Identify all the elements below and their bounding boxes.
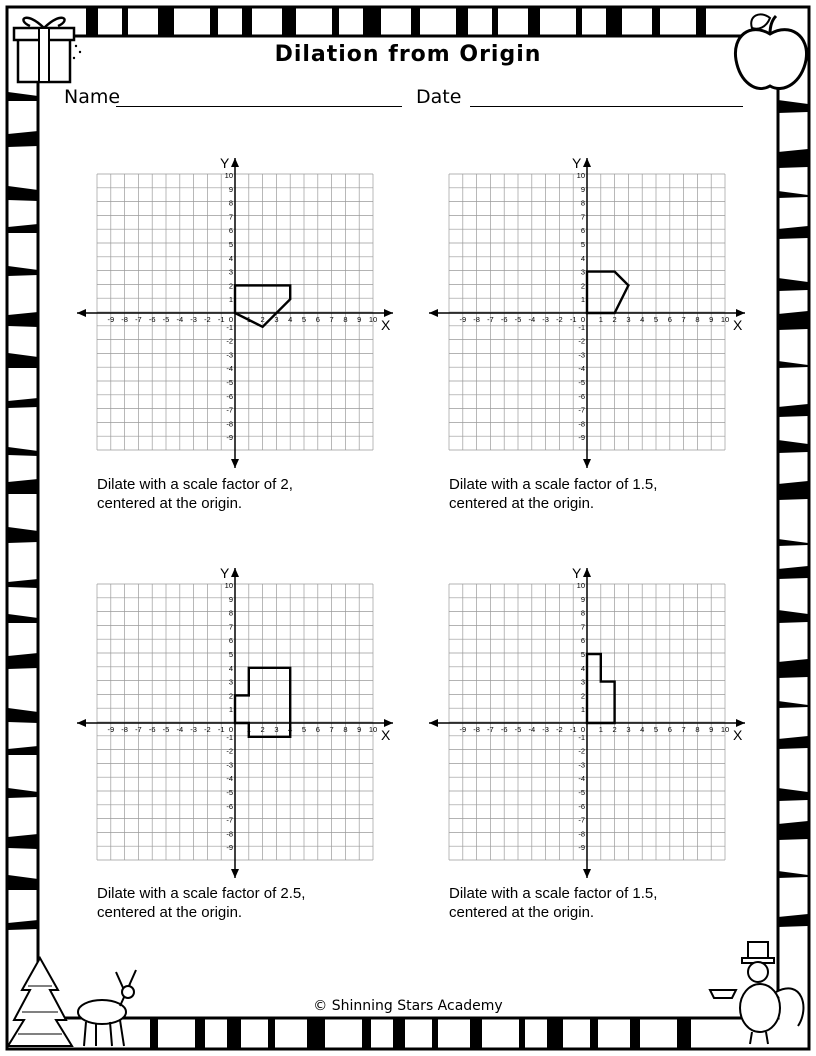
y-tick-label: 9 xyxy=(580,184,585,194)
x-tick-label: 7 xyxy=(681,725,686,734)
coordinate-grid-1 xyxy=(75,150,405,470)
x-axis-arrow-right xyxy=(384,309,393,317)
x-tick-label: -6 xyxy=(148,315,156,324)
x-tick-label: -4 xyxy=(528,725,536,734)
x-axis-label: X xyxy=(381,727,391,743)
x-tick-label: -6 xyxy=(500,315,508,324)
problem-3-instructions xyxy=(97,884,305,922)
x-tick-label: -2 xyxy=(204,725,211,734)
y-tick-label: 2 xyxy=(228,281,233,291)
y-tick-label: 5 xyxy=(580,240,585,249)
x-axis-arrow-right xyxy=(384,719,393,727)
y-tick-label: 2 xyxy=(580,691,585,701)
y-axis-arrow-up xyxy=(231,158,239,167)
x-tick-label: 5 xyxy=(301,725,307,734)
y-tick-label: -7 xyxy=(578,405,585,415)
x-tick-label: 10 xyxy=(368,725,378,734)
y-tick-label: 10 xyxy=(224,171,233,180)
name-label: Name xyxy=(64,86,121,108)
x-tick-label: -1 xyxy=(569,315,577,324)
x-axis-label: X xyxy=(733,317,743,333)
x-tick-label: -7 xyxy=(487,315,494,324)
x-tick-label: -9 xyxy=(459,725,467,734)
x-axis-arrow-left xyxy=(429,309,438,317)
coordinate-grid-4 xyxy=(427,560,757,880)
x-tick-label: 7 xyxy=(329,315,334,324)
y-tick-label: 7 xyxy=(580,622,585,632)
x-tick-label: -2 xyxy=(204,315,211,324)
y-tick-label: 3 xyxy=(228,267,233,277)
y-tick-label: 6 xyxy=(580,226,585,236)
y-tick-label: -7 xyxy=(578,815,585,825)
y-axis-arrow-down xyxy=(583,459,591,468)
x-tick-label: -8 xyxy=(121,725,128,734)
problem-4-instructions xyxy=(449,884,657,922)
x-tick-label: 9 xyxy=(357,315,362,324)
x-tick-label: -3 xyxy=(542,725,549,734)
y-tick-label: 9 xyxy=(228,184,233,194)
x-tick-label: -4 xyxy=(176,725,184,734)
x-tick-label: -3 xyxy=(542,315,549,324)
y-tick-label: 9 xyxy=(228,594,233,604)
y-axis-arrow-up xyxy=(231,568,239,577)
y-tick-label: 5 xyxy=(228,650,233,659)
x-tick-label: 4 xyxy=(288,315,293,324)
x-tick-label: 1 xyxy=(598,315,603,324)
y-tick-label: 8 xyxy=(228,608,233,618)
problem-1-line2: centered at the origin. xyxy=(97,495,243,512)
apple-icon xyxy=(728,8,812,96)
x-tick-label: -8 xyxy=(473,315,480,324)
christmas-tree-reindeer-icon xyxy=(4,950,144,1050)
y-axis-label: Y xyxy=(572,155,582,171)
x-tick-label: 9 xyxy=(709,315,714,324)
y-tick-label: 1 xyxy=(228,705,233,715)
y-tick-label: 2 xyxy=(228,691,233,701)
y-tick-label: -6 xyxy=(226,391,233,401)
y-tick-label: -1 xyxy=(578,732,585,742)
x-tick-label: 5 xyxy=(653,315,659,324)
x-axis-arrow-left xyxy=(429,719,438,727)
x-tick-label: 0 xyxy=(228,315,234,324)
x-tick-label: 1 xyxy=(246,725,251,734)
x-tick-label: 4 xyxy=(640,315,645,324)
y-axis-arrow-down xyxy=(231,459,239,468)
y-tick-label: 2 xyxy=(580,281,585,291)
y-tick-label: 4 xyxy=(228,253,233,263)
x-axis-arrow-right xyxy=(736,309,745,317)
x-tick-label: -1 xyxy=(217,725,225,734)
x-tick-label: -9 xyxy=(459,315,467,324)
gift-box-icon xyxy=(6,6,86,86)
y-tick-label: -4 xyxy=(226,364,233,374)
x-tick-label: 8 xyxy=(343,315,348,324)
x-tick-label: -2 xyxy=(556,725,563,734)
y-tick-label: 7 xyxy=(580,212,585,222)
y-axis-arrow-down xyxy=(583,869,591,878)
y-axis-label: Y xyxy=(220,565,230,581)
y-axis-label: Y xyxy=(572,565,582,581)
y-tick-label: -2 xyxy=(226,336,233,346)
y-tick-label: -4 xyxy=(226,774,233,784)
x-tick-label: -7 xyxy=(487,725,494,734)
y-tick-label: -3 xyxy=(226,760,233,770)
y-tick-label: -1 xyxy=(226,732,233,742)
y-tick-label: 9 xyxy=(580,594,585,604)
y-tick-label: -8 xyxy=(578,829,585,839)
y-tick-label: 8 xyxy=(580,608,585,618)
y-tick-label: -1 xyxy=(578,322,585,332)
y-tick-label: -3 xyxy=(578,760,585,770)
problem-2-instructions xyxy=(449,475,657,513)
x-tick-label: 0 xyxy=(580,315,586,324)
x-tick-label: 3 xyxy=(274,315,279,324)
y-tick-label: 3 xyxy=(580,267,585,277)
x-tick-label: -8 xyxy=(473,725,480,734)
y-tick-label: -6 xyxy=(578,801,585,811)
y-tick-label: -2 xyxy=(226,746,233,756)
copyright-footer: © Shinning Stars Academy xyxy=(313,998,503,1014)
problem-4-line1: Dilate with a scale factor of 1.5, xyxy=(449,885,658,902)
x-tick-label: 6 xyxy=(667,315,672,324)
y-tick-label: -9 xyxy=(226,433,233,443)
x-axis-arrow-right xyxy=(736,719,745,727)
y-tick-label: 8 xyxy=(580,198,585,208)
coordinate-grid-2 xyxy=(427,150,757,470)
y-tick-label: 4 xyxy=(580,253,585,263)
x-tick-label: 7 xyxy=(329,725,334,734)
y-tick-label: 1 xyxy=(580,295,585,305)
y-tick-label: -9 xyxy=(578,433,585,443)
y-tick-label: 3 xyxy=(228,677,233,687)
problem-4-line2: centered at the origin. xyxy=(449,904,595,921)
x-tick-label: -8 xyxy=(121,315,128,324)
x-tick-label: 4 xyxy=(640,725,645,734)
y-axis-arrow-up xyxy=(583,158,591,167)
y-tick-label: -5 xyxy=(578,378,585,387)
x-tick-label: 0 xyxy=(228,725,234,734)
y-tick-label: 6 xyxy=(228,636,233,646)
y-tick-label: -6 xyxy=(226,801,233,811)
y-tick-label: -5 xyxy=(226,378,233,387)
x-tick-label: 3 xyxy=(626,725,631,734)
y-tick-label: -3 xyxy=(578,350,585,360)
x-tick-label: -4 xyxy=(528,315,536,324)
y-tick-label: 1 xyxy=(228,295,233,305)
y-tick-label: 6 xyxy=(228,226,233,236)
y-tick-label: 4 xyxy=(228,663,233,673)
y-tick-label: -7 xyxy=(226,815,233,825)
x-tick-label: 5 xyxy=(653,725,659,734)
y-tick-label: -1 xyxy=(226,322,233,332)
y-tick-label: -5 xyxy=(226,788,233,797)
y-tick-label: -4 xyxy=(578,364,585,374)
x-tick-label: 2 xyxy=(612,725,617,734)
y-tick-label: -8 xyxy=(226,829,233,839)
x-tick-label: 8 xyxy=(695,315,700,324)
problem-2-line2: centered at the origin. xyxy=(449,495,595,512)
y-tick-label: 5 xyxy=(580,650,585,659)
y-axis-arrow-up xyxy=(583,568,591,577)
y-tick-label: -6 xyxy=(578,391,585,401)
x-axis-arrow-left xyxy=(77,309,86,317)
x-axis-label: X xyxy=(733,727,743,743)
x-tick-label: -7 xyxy=(135,315,142,324)
y-tick-label: -5 xyxy=(578,788,585,797)
problem-1-instructions xyxy=(97,475,293,513)
x-tick-label: 6 xyxy=(315,725,320,734)
x-tick-label: 2 xyxy=(260,315,265,324)
x-tick-label: 5 xyxy=(301,315,307,324)
y-tick-label: 8 xyxy=(228,198,233,208)
y-axis-arrow-down xyxy=(231,869,239,878)
x-tick-label: -7 xyxy=(135,725,142,734)
coordinate-grid-3 xyxy=(75,560,405,880)
x-tick-label: 2 xyxy=(612,315,617,324)
x-tick-label: -9 xyxy=(107,315,115,324)
x-tick-label: -5 xyxy=(514,725,522,734)
x-tick-label: 9 xyxy=(357,725,362,734)
x-tick-label: -2 xyxy=(556,315,563,324)
x-tick-label: 1 xyxy=(246,315,251,324)
x-tick-label: -9 xyxy=(107,725,115,734)
x-tick-label: -6 xyxy=(148,725,156,734)
y-tick-label: 7 xyxy=(228,622,233,632)
x-tick-label: 10 xyxy=(368,315,378,324)
x-tick-label: 2 xyxy=(260,725,265,734)
y-tick-label: -8 xyxy=(226,419,233,429)
x-tick-label: 3 xyxy=(274,725,279,734)
x-axis-label: X xyxy=(381,317,391,333)
x-tick-label: -4 xyxy=(176,315,184,324)
y-tick-label: 4 xyxy=(580,663,585,673)
x-axis-arrow-left xyxy=(77,719,86,727)
x-tick-label: 6 xyxy=(667,725,672,734)
y-tick-label: -3 xyxy=(226,350,233,360)
page-title: Dilation from Origin xyxy=(274,42,542,67)
problem-3-line2: centered at the origin. xyxy=(97,904,243,921)
problem-2-line1: Dilate with a scale factor of 1.5, xyxy=(449,476,658,493)
x-tick-label: 6 xyxy=(315,315,320,324)
y-tick-label: 10 xyxy=(576,581,585,590)
y-tick-label: 1 xyxy=(580,705,585,715)
date-label: Date xyxy=(416,86,462,108)
x-tick-label: -1 xyxy=(569,725,577,734)
x-tick-label: -5 xyxy=(162,725,170,734)
y-tick-label: -2 xyxy=(578,746,585,756)
x-tick-label: -5 xyxy=(162,315,170,324)
y-tick-label: 6 xyxy=(580,636,585,646)
problem-1-line1: Dilate with a scale factor of 2, xyxy=(97,476,293,493)
x-tick-label: 10 xyxy=(720,315,730,324)
x-tick-label: 7 xyxy=(681,315,686,324)
x-tick-label: 4 xyxy=(288,725,293,734)
x-tick-label: 3 xyxy=(626,315,631,324)
x-tick-label: -5 xyxy=(514,315,522,324)
x-tick-label: -3 xyxy=(190,315,197,324)
figure-polygon xyxy=(587,272,628,313)
x-tick-label: -3 xyxy=(190,725,197,734)
y-tick-label: 5 xyxy=(228,240,233,249)
y-tick-label: 3 xyxy=(580,677,585,687)
turkey-pilgrim-icon xyxy=(706,938,812,1048)
x-tick-label: -6 xyxy=(500,725,508,734)
x-tick-label: 0 xyxy=(580,725,586,734)
date-field[interactable] xyxy=(470,106,743,107)
x-tick-label: 10 xyxy=(720,725,730,734)
problem-3-line1: Dilate with a scale factor of 2.5, xyxy=(97,885,306,902)
y-tick-label: -9 xyxy=(226,843,233,853)
x-tick-label: 8 xyxy=(343,725,348,734)
y-tick-label: -8 xyxy=(578,419,585,429)
y-tick-label: 7 xyxy=(228,212,233,222)
y-tick-label: 10 xyxy=(224,581,233,590)
y-tick-label: 10 xyxy=(576,171,585,180)
x-tick-label: 1 xyxy=(598,725,603,734)
x-tick-label: -1 xyxy=(217,315,225,324)
x-tick-label: 8 xyxy=(695,725,700,734)
y-tick-label: -4 xyxy=(578,774,585,784)
name-field[interactable] xyxy=(116,106,402,107)
y-tick-label: -2 xyxy=(578,336,585,346)
y-tick-label: -9 xyxy=(578,843,585,853)
y-tick-label: -7 xyxy=(226,405,233,415)
x-tick-label: 9 xyxy=(709,725,714,734)
y-axis-label: Y xyxy=(220,155,230,171)
